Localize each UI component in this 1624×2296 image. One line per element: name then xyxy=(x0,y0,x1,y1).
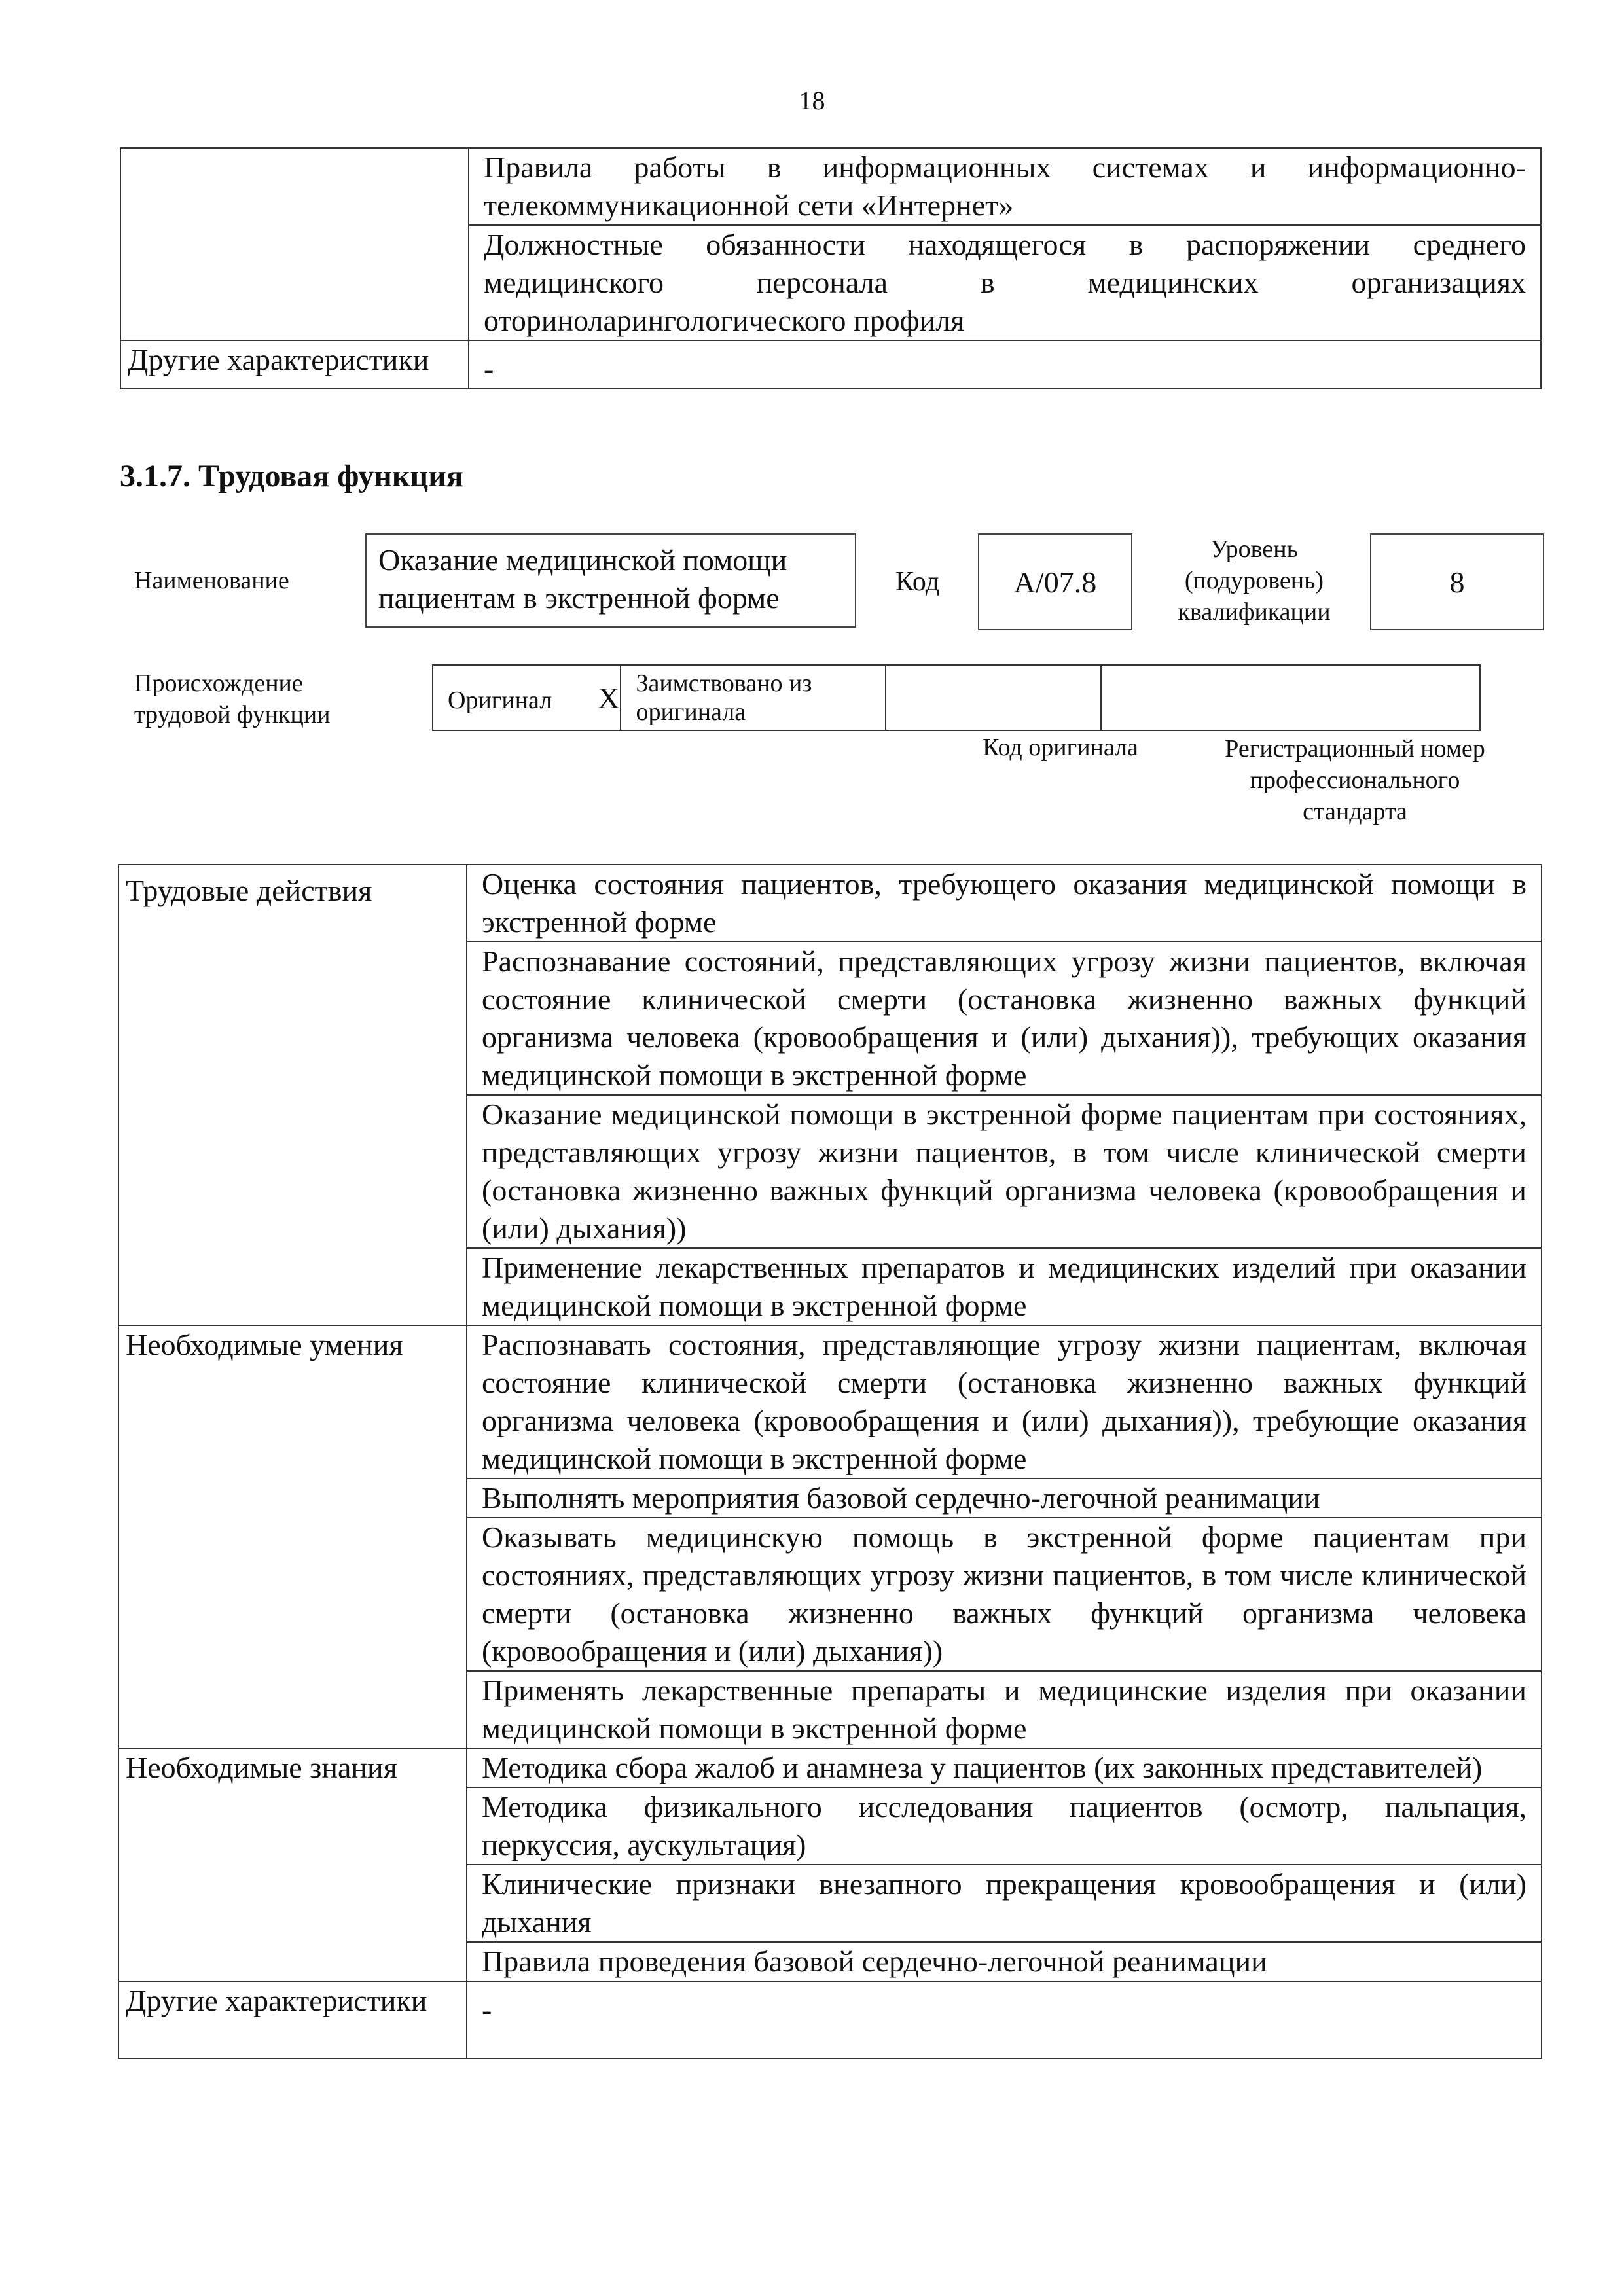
row-label-other: Другие характеристики xyxy=(118,1981,467,2058)
code-label: Код xyxy=(895,567,940,597)
level-value: 8 xyxy=(1370,533,1544,630)
row-label-skills: Необходимые умения xyxy=(118,1325,467,1748)
table-row xyxy=(118,1325,1542,1479)
cont-row-label: Другие характеристики xyxy=(120,340,469,389)
row-label-actions: Трудовые действия xyxy=(118,865,467,1325)
table-item: Распознавать состояния, представляющие угрозу жизни пациентам, включая состояние клинической смерти (остановка жизненно важных функций организма человека (кровообращения и (или) дыхания)), требующие оказания медицинской помощи в экстренной форме xyxy=(467,1325,1542,1479)
cont-item: Должностные обязанности находящегося в распоряжении среднего медицинского персонала в медицинских организациях оториноларингологического профиля xyxy=(469,225,1541,340)
original-mark: Х xyxy=(598,681,620,715)
original-label: Оригинал xyxy=(448,686,552,714)
cont-row-label xyxy=(120,148,469,340)
table-item: Оценка состояния пациентов, требующего оказания медицинской помощи в экстренной форме xyxy=(467,865,1542,942)
reg-number-cell xyxy=(1101,665,1480,730)
table-row xyxy=(118,865,1542,942)
continuation-table xyxy=(120,147,1542,389)
origin-label xyxy=(134,668,344,730)
origin-table xyxy=(432,664,1481,731)
table-item: Применение лекарственных препаратов и медицинских изделий при оказании медицинской помощи в экстренной форме xyxy=(467,1248,1542,1325)
origin-label-text: Происхождение трудовой функции xyxy=(134,670,331,728)
table-row xyxy=(118,1748,1542,1787)
original-code-caption: Код оригинала xyxy=(983,734,1138,761)
table-item: Методика физикального исследования пациентов (осмотр, пальпация, перкуссия, аускультация) xyxy=(467,1787,1542,1865)
original-code-cell xyxy=(886,665,1101,730)
original-cell xyxy=(433,665,621,730)
main-table xyxy=(118,864,1542,2059)
name-value: Оказание медицинской помощи пациентам в экстренной форме xyxy=(365,533,856,628)
code-value: А/07.8 xyxy=(978,533,1132,630)
table-item: - xyxy=(467,1981,1542,2058)
cont-item: Правила работы в информационных системах и информационно-телекоммуникационной сети «Интернет» xyxy=(469,148,1541,225)
table-item: Методика сбора жалоб и анамнеза у пациентов (их законных представителей) xyxy=(467,1748,1542,1787)
table-item: Оказание медицинской помощи в экстренной форме пациентам при состояниях, представляющих угрозу жизни пациентов, в том числе клинической смерти (остановка жизненно важных функций организма человека (кровообращения и (или) дыхания)) xyxy=(467,1095,1542,1248)
table-row xyxy=(118,1981,1542,2058)
name-label: Наименование xyxy=(134,567,289,594)
table-item: Применять лекарственные препараты и медицинские изделия при оказании медицинской помощи в экстренной форме xyxy=(467,1671,1542,1748)
section-heading: 3.1.7. Трудовая функция xyxy=(120,459,463,493)
table-item: Правила проведения базовой сердечно-легочной реанимации xyxy=(467,1942,1542,1981)
table-item: Оказывать медицинскую помощь в экстренной форме пациентам при состояниях, представляющих угрозу жизни пациентов, в том числе клинической смерти (остановка жизненно важных функций организма человека (кровообращения и (или) дыхания)) xyxy=(467,1518,1542,1671)
page-number: 18 xyxy=(799,86,825,115)
table-item: Распознавание состояний, представляющих угрозу жизни пациентов, включая состояние клинической смерти (остановка жизненно важных функций организма человека (кровообращения и (или) дыхания)), требующих оказания медицинской помощи в экстренной форме xyxy=(467,942,1542,1095)
level-label: Уровень (подуровень) квалификации xyxy=(1178,535,1331,626)
table-item: Выполнять мероприятия базовой сердечно-легочной реанимации xyxy=(467,1479,1542,1518)
borrowed-label: Заимствовано из оригинала xyxy=(621,665,886,730)
table-item: Клинические признаки внезапного прекращения кровообращения и (или) дыхания xyxy=(467,1865,1542,1942)
row-label-knowledge: Необходимые знания xyxy=(118,1748,467,1981)
reg-number-caption: Регистрационный номер профессионального стандарта xyxy=(1225,735,1485,825)
cont-item: - xyxy=(469,340,1541,389)
